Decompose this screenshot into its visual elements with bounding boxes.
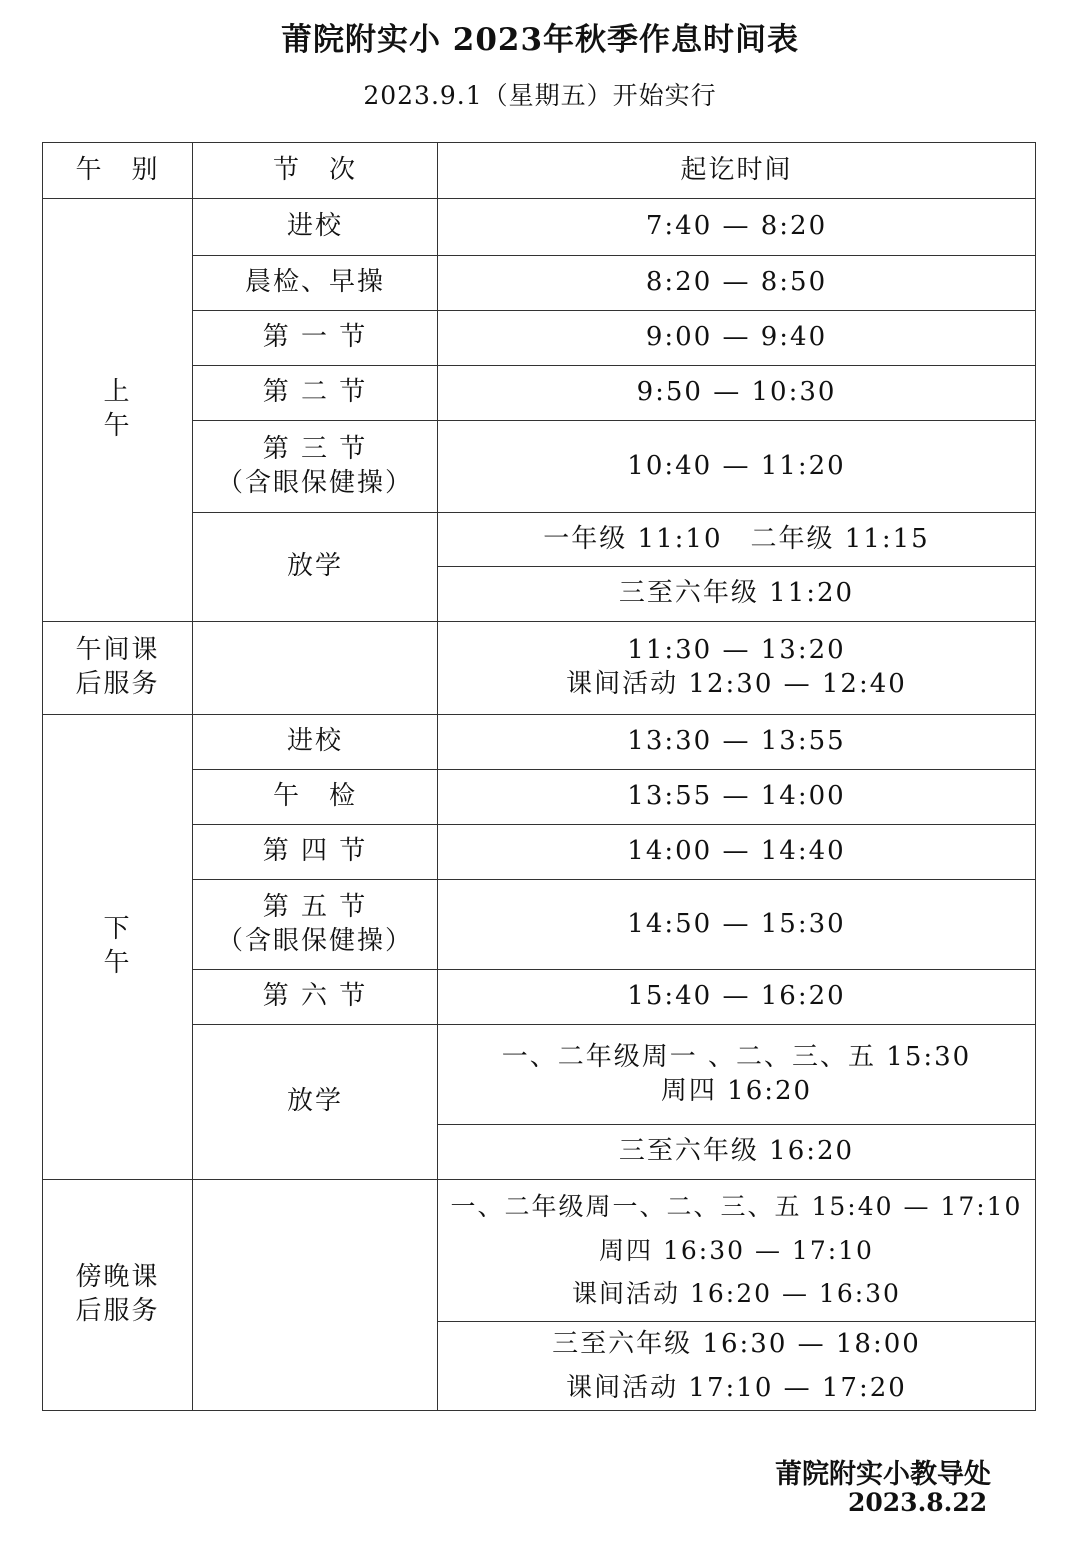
period-cell: 晨检、早操 (193, 256, 438, 311)
time-cell: 14:00 — 14:40 (438, 825, 1036, 880)
time-line: 11:30 — 13:20 (627, 635, 846, 666)
schedule-table (42, 142, 1036, 1411)
time-cell (438, 1322, 1036, 1411)
time-cell (438, 1180, 1036, 1322)
table-header-row (43, 143, 1036, 199)
period-cell: 第 六 节 (193, 970, 438, 1025)
period-cell: 第 二 节 (193, 366, 438, 421)
period-cell: 进校 (193, 715, 438, 770)
time-cell: 9:00 — 9:40 (438, 311, 1036, 366)
time-line: 三至六年级 16:30 — 18:00 (552, 1329, 921, 1359)
time-cell: 三至六年级 11:20 (438, 567, 1036, 622)
time-cell: 7:40 — 8:20 (438, 199, 1036, 256)
period-cell: 第 四 节 (193, 825, 438, 880)
time-line: 课间活动 17:10 — 17:20 (566, 1373, 907, 1404)
period-cell (193, 421, 438, 513)
period-cell-dismissal: 放学 (193, 1025, 438, 1180)
time-line: 课间活动 12:30 — 12:40 (566, 669, 907, 699)
time-line: 一、二年级周一、二、三、五 15:40 — 17:10 (450, 1191, 1023, 1221)
section-label-evening (43, 1180, 193, 1411)
header-period: 节 次 (193, 143, 438, 199)
time-line: 课间活动 16:20 — 16:30 (572, 1279, 901, 1309)
section-label-morning (43, 199, 193, 622)
period-cell-empty (193, 1180, 438, 1411)
section-label-line: 后服务 (75, 1296, 160, 1327)
time-cell: 13:30 — 13:55 (438, 715, 1036, 770)
header-time: 起讫时间 (438, 143, 1036, 199)
time-cell: 15:40 — 16:20 (438, 970, 1036, 1025)
time-cell: 13:55 — 14:00 (438, 770, 1036, 825)
time-cell: 10:40 — 11:20 (438, 421, 1036, 513)
page-title: 莆院附实小 2023年秋季作息时间表 (280, 22, 800, 58)
section-label-line: 上 (103, 377, 132, 408)
table-row (43, 199, 1036, 256)
page-subtitle: 2023.9.1（星期五）开始实行 (363, 81, 717, 110)
period-label: 第 三 节 (262, 433, 368, 464)
table-row (43, 1180, 1036, 1322)
section-label-line: 午间课 (75, 635, 160, 666)
time-cell: 14:50 — 15:30 (438, 880, 1036, 970)
time-cell (438, 622, 1036, 715)
time-cell: 9:50 — 10:30 (438, 366, 1036, 421)
period-label: 第 五 节 (262, 891, 368, 922)
period-cell: 午 检 (193, 770, 438, 825)
time-cell (438, 1025, 1036, 1125)
time-line: 一、二年级周一 、二、三、五 15:30 (501, 1041, 972, 1072)
time-cell: 一年级 11:10 二年级 11:15 (438, 513, 1036, 567)
period-cell-empty (193, 622, 438, 715)
period-cell: 第 一 节 (193, 311, 438, 366)
period-cell (193, 880, 438, 970)
section-label-afternoon (43, 715, 193, 1180)
period-note: （含眼保健操） (216, 467, 413, 498)
section-label-line: 后服务 (75, 669, 160, 699)
time-cell: 三至六年级 16:20 (438, 1125, 1036, 1180)
section-label-line: 下 (103, 914, 132, 945)
section-label-noon (43, 622, 193, 715)
period-cell-dismissal: 放学 (193, 513, 438, 622)
period-cell: 进校 (193, 199, 438, 256)
table-row (43, 622, 1036, 715)
footer-date: 2023.8.22 (848, 1488, 988, 1517)
time-line: 周四 16:30 — 17:10 (599, 1235, 874, 1265)
section-label-line: 午 (103, 948, 132, 978)
section-label-line: 傍晚课 (75, 1262, 160, 1293)
footer-office: 莆院附实小教导处 (775, 1459, 991, 1490)
table-row (43, 715, 1036, 770)
period-note: （含眼保健操） (216, 925, 413, 956)
time-line: 周四 16:20 (660, 1075, 813, 1106)
time-cell: 8:20 — 8:50 (438, 256, 1036, 311)
header-section: 午 别 (43, 143, 193, 199)
section-label-line: 午 (103, 411, 132, 441)
